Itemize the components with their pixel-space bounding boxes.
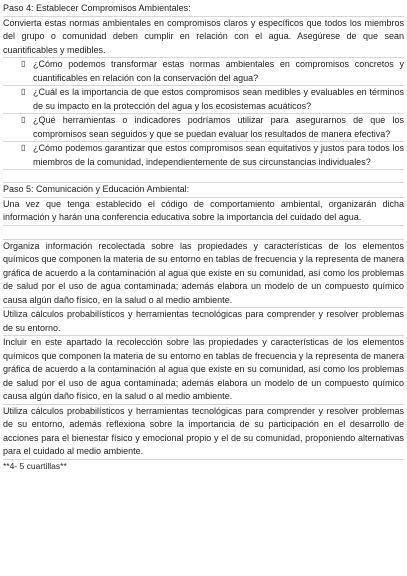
paragraph-include: Incluir en este apartado la recolección sobre las propiedades y características de los elementos químicos que componen la materia de su entorno en tablas de frecuencia y la representa de manera gráfica de acuerdo a la contaminación al agua que existe en su comunidad, así como los problemas de salud por el uso de agua contaminada; además elabora un modelo de un compuesto químico causa algún daño físico, en la salud o al medio ambiente. [3, 336, 404, 405]
step5-heading: Paso 5: Comunicación y Educación Ambiental: [3, 183, 404, 198]
blank-line [3, 170, 404, 183]
checkbox-bullet-icon: ▯ [21, 143, 26, 152]
step4-intro: Convierta estas normas ambientales en compromisos claros y específicos que todos los miembros del grupo o comunidad deben cumplir en relación con el agua. Asegúrese de que sean cuantificables y medibles. [3, 17, 404, 59]
question-text: ¿Cómo podemos garantizar que estos compromisos sean equitativos y justos para todos los miembros de la comunidad, independientemente de sus circunstancias individuales? [33, 143, 404, 167]
paragraph-organize: Organiza información recolectada sobre las propiedades y características de los elementos químicos que componen la materia de su entorno en tablas de frecuencia y la representa de manera gráfica de acuerdo a la contaminación al agua que existe en su comunidad, así como los problemas de salud por el uso de agua contaminada; además elabora un modelo de un compuesto químico causa algún daño físico, en la salud o al medio ambiente. [3, 240, 404, 309]
blank-line [3, 226, 404, 240]
checkbox-bullet-icon: ▯ [21, 87, 26, 96]
checkbox-bullet-icon: ▯ [21, 59, 26, 68]
step5-intro: Una vez que tenga establecido el código de comportamiento ambiental, organizarán dicha información y harán una conferencia educativa sobre la importancia del cuidado del agua. [3, 198, 404, 226]
question-item [3, 142, 404, 170]
checkbox-bullet-icon: ▯ [21, 115, 26, 124]
question-item [3, 86, 404, 114]
question-text: ¿Qué herramientas o indicadores podríamos utilizar para asegurarnos de que los compromisos sean seguidos y que se puedan evaluar los resultados de manera efectiva? [33, 115, 404, 139]
paragraph-reflection: Utiliza cálculos probabilísticos y herramientas tecnológicas para comprender y resolver problemas de su entorno, además reflexiona sobre la importancia de su participación en el desarrollo de acciones para el bienestar físico y emocional propio y el de su comunidad, proponiendo alternativas para el cuidado al medio ambiente. [3, 405, 404, 460]
question-item [3, 58, 404, 86]
question-item [3, 114, 404, 142]
paragraph-calculations: Utiliza cálculos probabilísticos y herramientas tecnológicas para comprender y resolver problemas de su entorno. [3, 308, 404, 336]
question-text: ¿Cuál es la importancia de que estos compromisos sean medibles y evaluables en términos de su impacto en la protección del agua y los ecosistemas acuáticos? [33, 87, 404, 111]
question-text: ¿Cómo podemos transformar estas normas ambientales en compromisos concretos y cuantificables en relación con la conservación del agua? [33, 59, 404, 83]
length-note: **4- 5 cuartillas** [3, 460, 67, 471]
step4-heading: Paso 4: Establecer Compromisos Ambientales: [3, 2, 404, 17]
